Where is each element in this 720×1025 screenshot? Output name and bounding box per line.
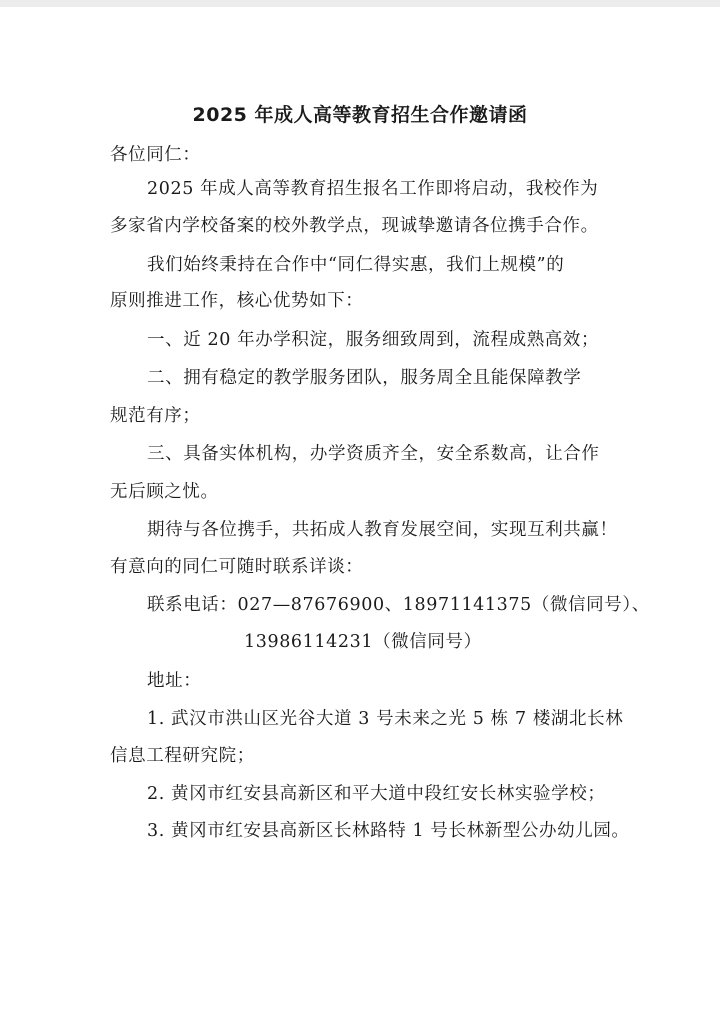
intro-line-1: 2025 年成人高等教育招生报名工作即将启动，我校作为 bbox=[147, 179, 599, 199]
closing-line-2: 有意向的同仁可随时联系详谈： bbox=[110, 557, 364, 577]
address-label: 地址： bbox=[147, 671, 202, 691]
top-border-strip bbox=[0, 0, 720, 7]
salutation: 各位同仁： bbox=[110, 145, 201, 165]
advantage-2-line-2: 规范有序； bbox=[110, 406, 201, 426]
advantage-3-line-2: 无后顾之忧。 bbox=[110, 482, 219, 502]
closing-line-1: 期待与各位携手，共拓成人教育发展空间，实现互利共赢！ bbox=[147, 520, 618, 540]
principle-line-2: 原则推进工作，核心优势如下： bbox=[110, 291, 364, 311]
address-1-line-2: 信息工程研究院； bbox=[110, 746, 255, 766]
contact-phone-line-1: 联系电话：027—87676900、18971141375（微信同号）、 bbox=[147, 595, 650, 615]
advantage-1: 一、近 20 年办学积淀，服务细致周到，流程成熟高效； bbox=[147, 330, 600, 350]
address-2: 2. 黄冈市红安县高新区和平大道中段红安长林实验学校； bbox=[147, 784, 606, 804]
advantage-2-line-1: 二、拥有稳定的教学服务团队，服务周全且能保障教学 bbox=[147, 368, 582, 388]
address-3: 3. 黄冈市红安县高新区长林路特 1 号长林新型公办幼儿园。 bbox=[147, 821, 630, 841]
address-1-line-1: 1. 武汉市洪山区光谷大道 3 号未来之光 5 栋 7 楼湖北长林 bbox=[147, 709, 624, 729]
advantage-3-line-1: 三、具备实体机构，办学资质齐全，安全系数高，让合作 bbox=[147, 444, 600, 464]
intro-line-2: 多家省内学校备案的校外教学点，现诚挚邀请各位携手合作。 bbox=[110, 216, 599, 236]
principle-line-1: 我们始终秉持在合作中“同仁得实惠，我们上规模”的 bbox=[147, 255, 565, 275]
contact-phone-line-2: 13986114231（微信同号） bbox=[244, 632, 482, 652]
document-title: 2025 年成人高等教育招生合作邀请函 bbox=[192, 104, 528, 126]
